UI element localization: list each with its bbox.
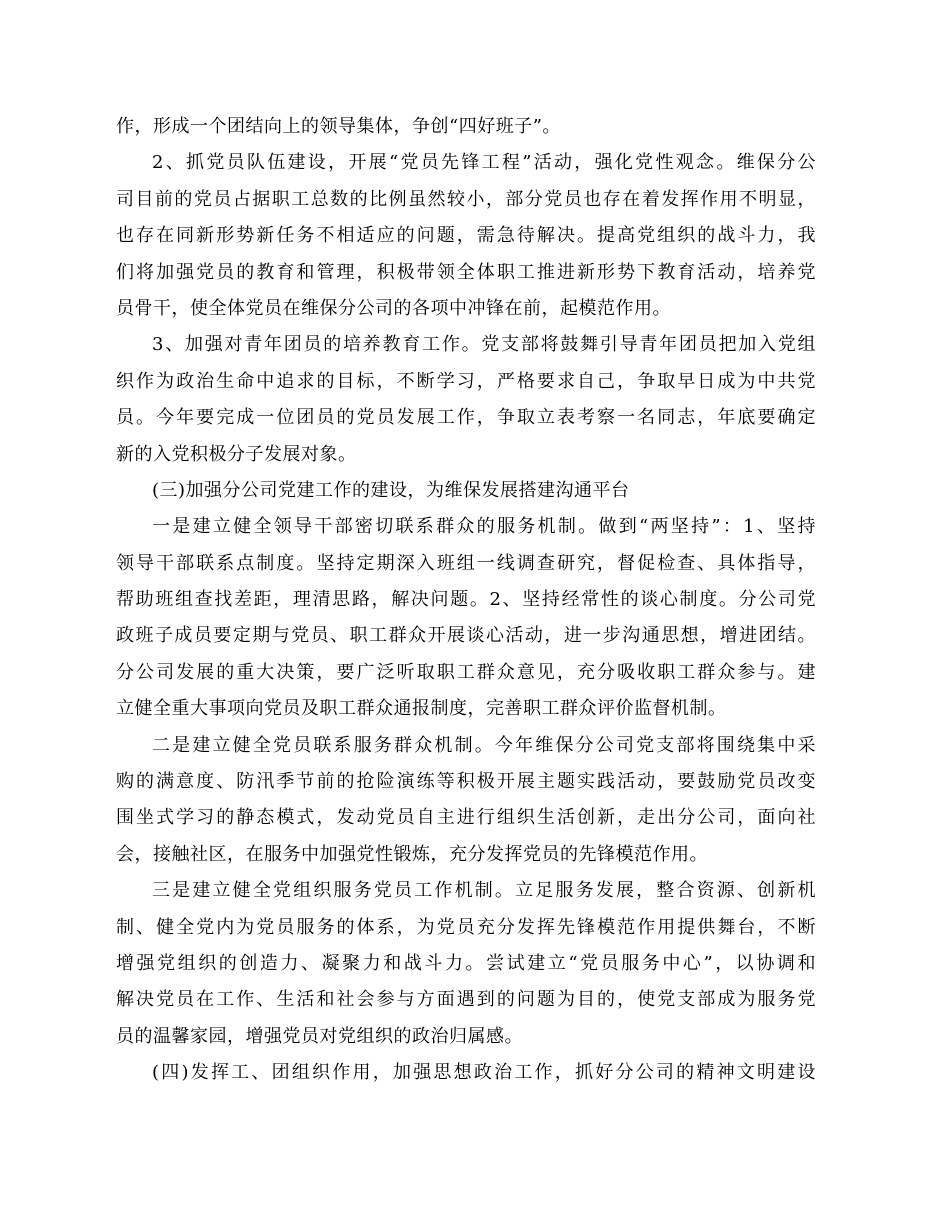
text-line: 员骨干，使全体党员在维保分公司的各项中冲锋在前，起模范作用。 xyxy=(116,297,671,319)
text-line: 分公司发展的重大决策，要广泛听取职工群众意见，充分吸收职工群众参与。建 xyxy=(116,661,816,683)
text-line: 司目前的党员占据职工总数的比例虽然较小，部分党员也存在着发挥作用不明显， xyxy=(116,188,816,210)
text-line: 二是建立健全党员联系服务群众机制。今年维保分公司党支部将围绕集中采 xyxy=(152,734,816,756)
text-line: 政班子成员要定期与党员、职工群众开展谈心活动，进一步沟通思想，增进团结。 xyxy=(116,625,816,647)
text-line: 购的满意度、防汛季节前的抢险演练等积极开展主题实践活动，要鼓励党员改变 xyxy=(116,771,816,793)
text-line: 员的温馨家园，增强党员对党组织的政治归属感。 xyxy=(116,1025,523,1047)
text-line: 一是建立健全领导干部密切联系群众的服务机制。做到“两坚持”：1、坚持 xyxy=(152,516,816,538)
document-body xyxy=(116,109,816,1092)
text-line: 2、抓党员队伍建设，开展“党员先锋工程”活动，强化党性观念。维保分公 xyxy=(152,152,816,174)
text-line: 三是建立健全党组织服务党员工作机制。立足服务发展，整合资源、创新机 xyxy=(152,880,816,902)
text-line: 会，接触社区，在服务中加强党性锻炼，充分发挥党员的先锋模范作用。 xyxy=(116,843,708,865)
text-line: 围坐式学习的静态模式，发动党员自主进行组织生活创新，走出分公司，面向社 xyxy=(116,807,816,829)
text-line: 领导干部联系点制度。坚持定期深入班组一线调查研究，督促检查、具体指导， xyxy=(116,552,816,574)
text-line: 解决党员在工作、生活和社会参与方面遇到的问题为目的，使党支部成为服务党 xyxy=(116,989,816,1011)
text-line: (四)发挥工、团组织作用，加强思想政治工作，抓好分公司的精神文明建设 xyxy=(152,1062,816,1084)
text-line: 3、加强对青年团员的培养教育工作。党支部将鼓舞引导青年团员把加入党组 xyxy=(152,334,816,356)
text-line: 织作为政治生命中追求的目标，不断学习，严格要求自己，争取早日成为中共党 xyxy=(116,370,816,392)
text-line: 作，形成一个团结向上的领导集体，争创“四好班子”。 xyxy=(116,116,561,137)
text-line: (三)加强分公司党建工作的建设，为维保发展搭建沟通平台 xyxy=(152,479,630,501)
text-line: 也存在同新形势新任务不相适应的问题，需急待解决。提高党组织的战斗力，我 xyxy=(116,225,816,247)
text-line: 立健全重大事项向党员及职工群众通报制度，完善职工群众评价监督机制。 xyxy=(116,698,727,720)
text-line: 帮助班组查找差距，理清思路，解决问题。2、坚持经常性的谈心制度。分公司党 xyxy=(116,589,816,611)
text-line: 制、健全党内为党员服务的体系，为党员充分发挥先锋模范作用提供舞台，不断 xyxy=(116,916,816,938)
text-line: 新的入党积极分子发展对象。 xyxy=(116,443,357,465)
text-line: 们将加强党员的教育和管理，积极带领全体职工推进新形势下教育活动，培养党 xyxy=(116,261,816,283)
text-line: 增强党组织的创造力、凝聚力和战斗力。尝试建立“党员服务中心”，以协调和 xyxy=(116,952,816,974)
text-line: 员。今年要完成一位团员的党员发展工作，争取立表考察一名同志，年底要确定 xyxy=(116,407,816,429)
